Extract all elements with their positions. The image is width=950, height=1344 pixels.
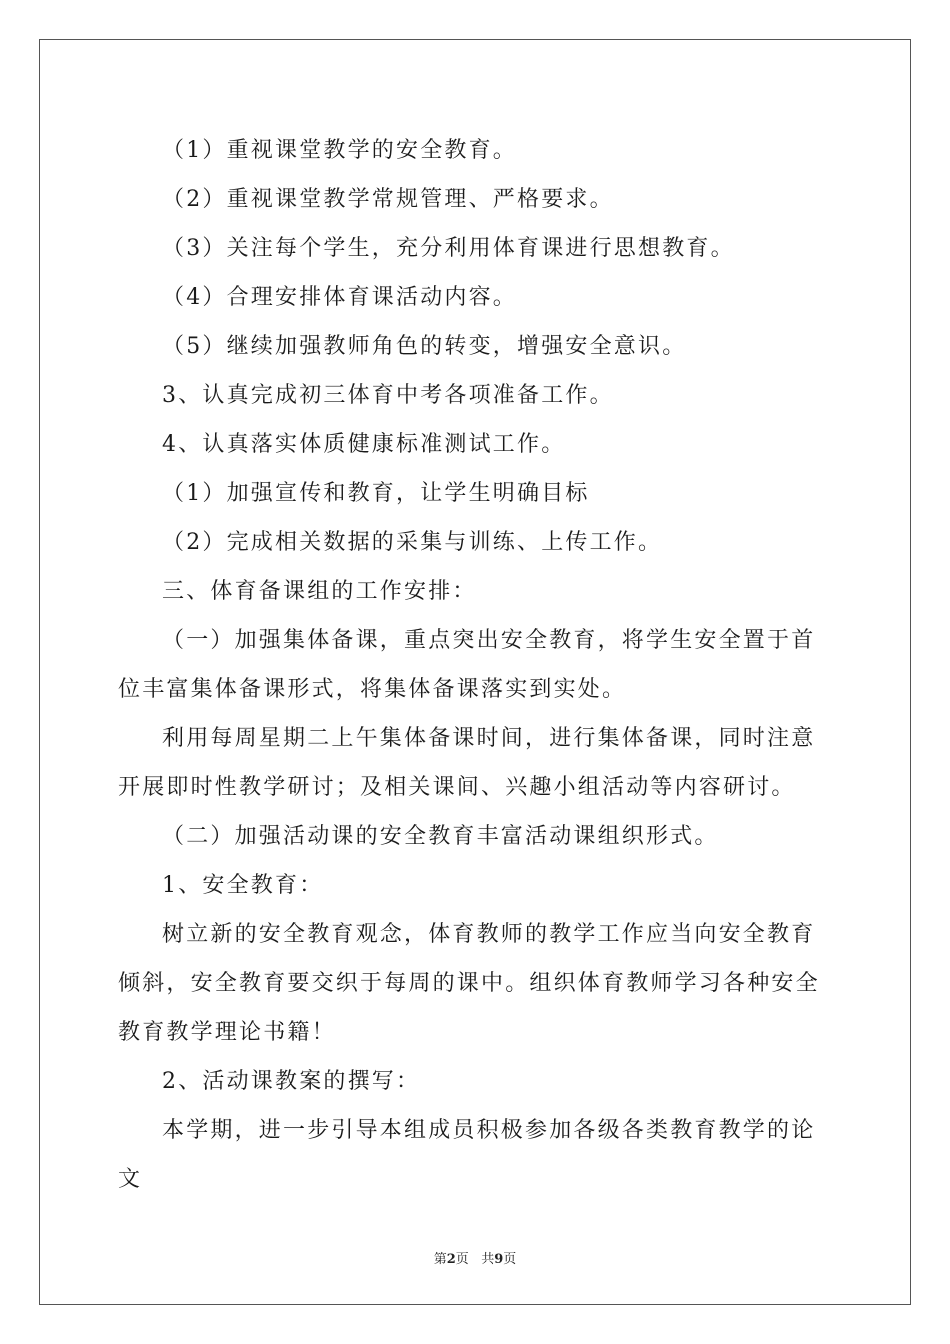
page-number-footer: [0, 1248, 950, 1267]
section-heading: 三、体育备课组的工作安排：: [162, 579, 477, 604]
current-page-number: 2: [446, 1252, 456, 1267]
paragraph: 本学期，进一步引导本组成员积极参加各级各类教育教学的论文: [118, 1118, 816, 1192]
paragraph: （2）重视课堂教学常规管理、严格要求。: [162, 187, 614, 212]
document-body: [118, 126, 838, 1204]
paragraph: （1）重视课堂教学的安全教育。: [162, 138, 517, 163]
total-pages-number: 9: [494, 1252, 504, 1267]
paragraph: 利用每周星期二上午集体备课时间，进行集体备课，同时注意开展即时性教学研讨；及相关课间、兴趣小组活动等内容研讨。: [118, 726, 816, 800]
paragraph: 1、安全教育：: [162, 873, 324, 898]
footer-page-word: 页: [455, 1252, 469, 1267]
paragraph: （2）完成相关数据的采集与训练、上传工作。: [162, 530, 663, 555]
footer-prefix: 第: [433, 1252, 447, 1267]
footer-total-suffix: 页: [503, 1252, 517, 1267]
paragraph: 2、活动课教案的撰写：: [162, 1069, 421, 1094]
paragraph: （3）关注每个学生，充分利用体育课进行思想教育。: [162, 236, 735, 261]
paragraph: 3、认真完成初三体育中考各项准备工作。: [162, 383, 614, 408]
paragraph: 树立新的安全教育观念，体育教师的教学工作应当向安全教育倾斜，安全教育要交织于每周的课中。组织体育教师学习各种安全教育教学理论书籍！: [118, 922, 820, 1045]
footer-total-prefix: 共: [481, 1252, 495, 1267]
paragraph: （1）加强宣传和教育，让学生明确目标: [162, 481, 590, 506]
paragraph: （5）继续加强教师角色的转变，增强安全意识。: [162, 334, 687, 359]
paragraph: （二）加强活动课的安全教育丰富活动课组织形式。: [162, 824, 719, 849]
paragraph: （4）合理安排体育课活动内容。: [162, 285, 517, 310]
paragraph: （一）加强集体备课，重点突出安全教育，将学生安全置于首位丰富集体备课形式，将集体备课落实到实处。: [118, 628, 816, 702]
paragraph: 4、认真落实体质健康标准测试工作。: [162, 432, 566, 457]
